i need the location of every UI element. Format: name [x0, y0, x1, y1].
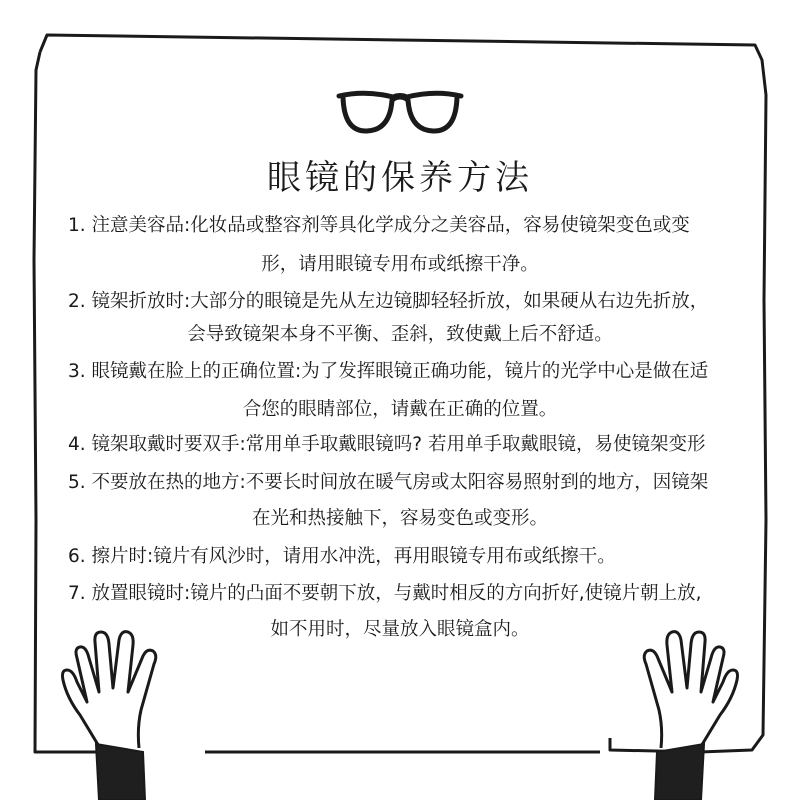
right-hand-illustration [610, 620, 745, 800]
tip-3-line-2: 合您的眼睛部位，请戴在正确的位置。 [242, 399, 558, 420]
page-title: 眼镜的保养方法 [267, 158, 533, 198]
tip-4-line-1: 4. 镜架取戴时要双手:常用单手取戴眼镜吗? 若用单手取戴眼镜，易使镜架变形 [68, 434, 706, 455]
tip-5-line-2: 在光和热接触下，容易变色或变形。 [251, 508, 548, 529]
left-hand-illustration [55, 620, 190, 800]
tip-5-line-1: 5. 不要放在热的地方:不要长时间放在暖气房或太阳容易照射到的地方，因镜架 [68, 472, 709, 493]
tip-3-line-1: 3. 眼镜戴在脸上的正确位置:为了发挥眼镜正确功能，镜片的光学中心是做在适 [68, 361, 709, 382]
tip-2-line-1: 2. 镜架折放时:大部分的眼镜是先从左边镜脚轻轻折放，如果硬从右边先折放， [68, 291, 709, 312]
tip-1-line-2: 形，请用眼镜专用布或纸擦干净。 [261, 254, 539, 275]
tip-6-line-1: 6. 擦片时:镜片有风沙时，请用水冲洗，再用眼镜专用布或纸擦干。 [68, 546, 616, 567]
tip-7-line-2: 如不用时，尽量放入眼镜盒内。 [270, 619, 530, 640]
tip-7-line-1: 7. 放置眼镜时:镜片的凸面不要朝下放，与戴时相反的方向折好,使镜片朝上放, [68, 583, 702, 604]
tip-1-line-1: 1. 注意美容品:化妆品或整容剂等具化学成分之美容品，容易使镜架变色或变 [68, 215, 690, 236]
tip-2-line-2: 会导致镜架本身不平衡、歪斜，致使戴上后不舒适。 [187, 324, 613, 345]
